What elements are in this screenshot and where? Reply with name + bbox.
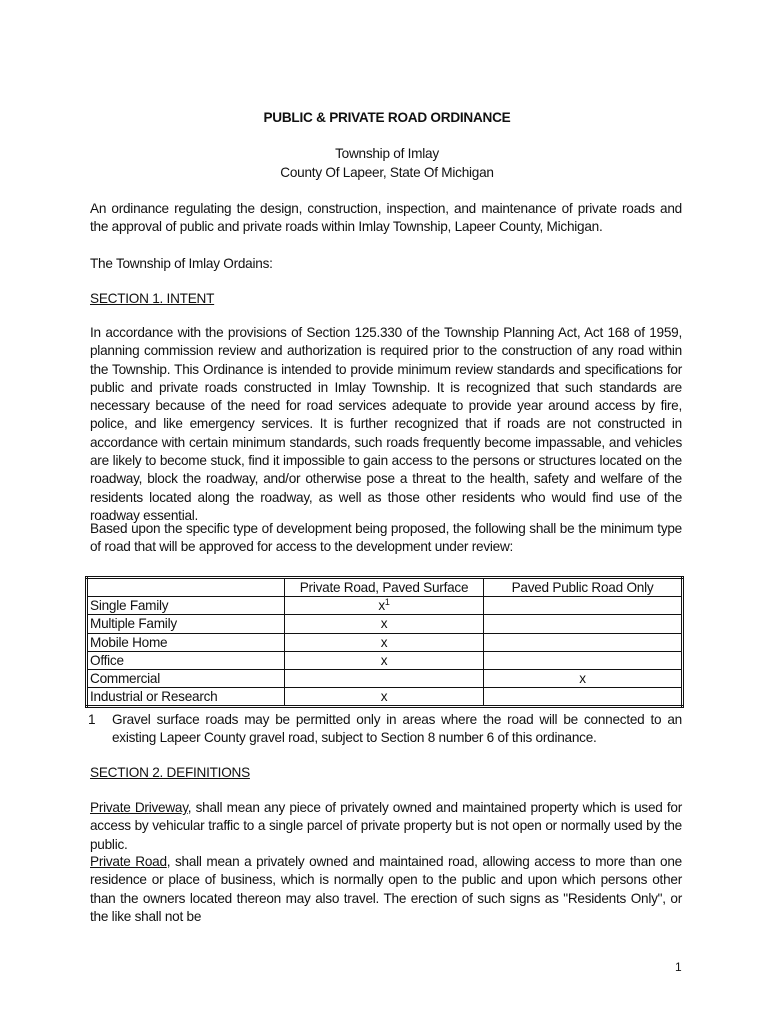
- document-title: PUBLIC & PRIVATE ROAD ORDINANCE: [263, 110, 511, 125]
- mark-x: x: [378, 598, 385, 614]
- private-road-definition: [90, 853, 682, 926]
- table-header-cell: Private Road, Paved Surface: [285, 578, 484, 597]
- private-driveway-definition: [90, 799, 682, 854]
- township-name: Township of Imlay: [335, 146, 439, 161]
- intro-paragraph: An ordinance regulating the design, construction, inspection, and maintenance of private roads and the approval of public and private roads within Imlay Township, Lapeer County, Michigan.: [90, 201, 682, 235]
- table-header-cell: Paved Public Road Only: [484, 578, 683, 597]
- table-cell-public: x: [484, 670, 683, 688]
- private-road-term: Private Road: [90, 854, 167, 869]
- table-row: [87, 651, 683, 669]
- ordains-line: The Township of Imlay Ordains:: [90, 256, 273, 271]
- table-cell-public: [484, 597, 683, 615]
- table-row: [87, 633, 683, 651]
- table-cell-type: Commercial: [87, 670, 285, 688]
- section1-heading-text: SECTION 1. INTENT: [90, 291, 215, 306]
- table-cell-private: [285, 597, 484, 615]
- table-row: [87, 597, 683, 615]
- table-cell-type: Industrial or Research: [87, 688, 285, 707]
- table-row: [87, 670, 683, 688]
- private-driveway-term: Private Driveway: [90, 800, 188, 815]
- table-cell-public: [484, 615, 683, 633]
- table-cell-private: x: [285, 633, 484, 651]
- footnote-ref: 1: [384, 597, 390, 608]
- table-header-cell: [87, 578, 285, 597]
- section2-heading-text: SECTION 2. DEFINITIONS: [90, 765, 250, 780]
- table-cell-public: [484, 633, 683, 651]
- table-cell-public: [484, 688, 683, 707]
- table-cell-type: Mobile Home: [87, 633, 285, 651]
- footnote-text: Gravel surface roads may be permitted only in areas where the road will be connected to an existing Lapeer County gravel road, subject to Section 8 number 6 of this ordinance.: [112, 712, 682, 746]
- footnote-number: 1: [88, 712, 96, 727]
- private-driveway-text: , shall mean any piece of privately owned and maintained property which is used for access by vehicular traffic to a single parcel of private property but is not open or normally used by the public.: [90, 800, 682, 852]
- table-row: [87, 615, 683, 633]
- section1-heading: [90, 290, 682, 308]
- county-state: County Of Lapeer, State Of Michigan: [280, 165, 494, 180]
- section1-based-paragraph: Based upon the specific type of development being proposed, the following shall be the minimum type of road that will be approved for access to the development under review:: [90, 521, 682, 555]
- table-cell-type: Single Family: [87, 597, 285, 615]
- table-cell-private: [285, 670, 484, 688]
- section2-heading: [90, 764, 682, 782]
- private-road-text: , shall mean a privately owned and maintained road, allowing access to more than one residence or place of business, which is normally open to the public and upon which persons other than the owners located thereon may also travel. The erection of such signs as "Residents Only", or the like shall not be: [90, 854, 682, 924]
- table-row: [87, 688, 683, 707]
- table-cell-private: x: [285, 615, 484, 633]
- table-cell-private: x: [285, 688, 484, 707]
- table-cell-private: x: [285, 651, 484, 669]
- road-type-table: [85, 576, 684, 708]
- page-number: 1: [675, 960, 682, 974]
- table-cell-public: [484, 651, 683, 669]
- section1-body: In accordance with the provisions of Section 125.330 of the Township Planning Act, Act 168 of 1959, planning commission review and authorization is required prior to the construction of any road within the Township. This Ordinance is intended to provide minimum review standards and specifications for public and private roads constructed in Imlay Township. It is recognized that such standards are necessary because of the need for road services adequate to provide year around access by fire, police, and like emergency services. It is further recognized that if roads are not constructed in accordance with certain minimum standards, such roads frequently become impassable, and vehicles are likely to become stuck, find it impossible to gain access to the persons or structures located on the roadway, block the roadway, and/or otherwise pose a threat to the health, safety and welfare of the residents located along the roadway, as well as those other residents who would find use of the roadway essential.: [90, 325, 682, 523]
- table-cell-type: Office: [87, 651, 285, 669]
- table-cell-type: Multiple Family: [87, 615, 285, 633]
- table-header-row: [87, 578, 683, 597]
